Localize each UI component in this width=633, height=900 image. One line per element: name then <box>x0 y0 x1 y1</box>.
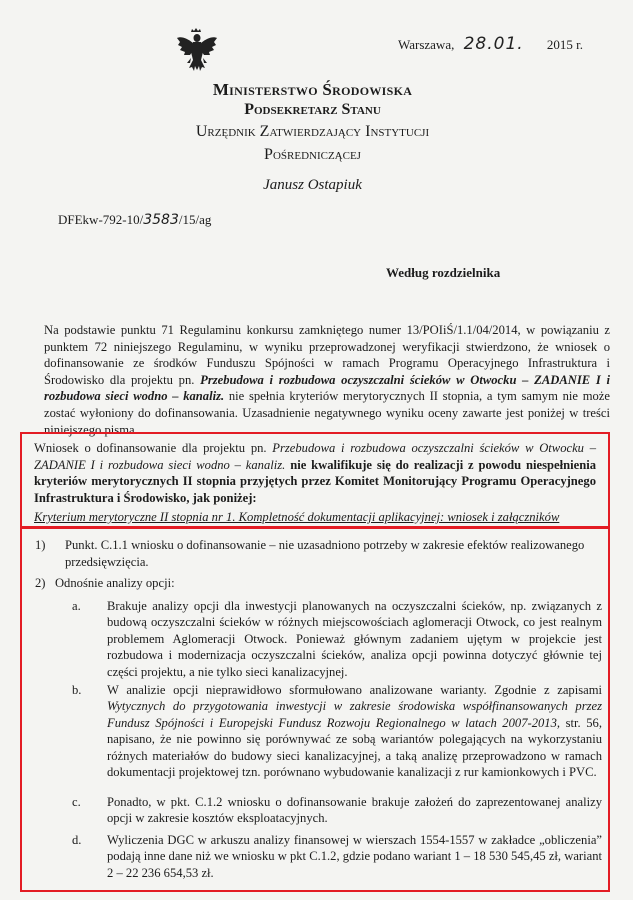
subpoint-d-text: Wyliczenia DGC w arkuszu analizy finansowej w wierszach 1554-1557 w zakładce „obliczenia” podają inne dane niż we wniosku w pkt C.1.2, gdzie podano wariant 1 – 18 530 545,45 zł, wariant 2 – 22 236 654,53 zł. <box>107 833 602 880</box>
role-line-1: Urzędnik Zatwierdzający Instytucji <box>195 123 430 140</box>
subpoint-c-text: Ponadto, w pkt. C.1.2 wniosku o dofinansowanie brakuje założeń do zaprezentowanej analizy opcji w zakresie kosztów eksploatacyjnych. <box>107 795 602 826</box>
subpoint-d <box>72 832 602 881</box>
point-1 <box>35 537 605 570</box>
subpoint-a <box>72 598 602 680</box>
intro-project-name: Przebudowa i rozbudowa oczyszczalni ścieków w Otwocku – ZADANIE I i rozbudowa sieci wodno – kanaliz. <box>44 372 610 404</box>
place-date <box>398 34 583 54</box>
point-2 <box>35 576 175 591</box>
subpoint-b <box>72 682 602 780</box>
decision-project-name: Przebudowa i rozbudowa oczyszczalni ścieków w Otwocku – ZADANIE I i rozbudowa sieci wodno – kanaliz. <box>34 441 596 472</box>
reference-number <box>58 212 211 228</box>
criterion-heading: Kryterium merytoryczne II stopnia nr 1. Kompletność dokumentacji aplikacyjnej: wniosek i załączników <box>34 510 560 524</box>
point-2-text: Odnośnie analizy opcji: <box>54 576 175 590</box>
decision-paragraph <box>34 440 596 506</box>
place-label: Warszawa, <box>398 37 455 52</box>
decision-text-before: Wniosek o dofinansowanie dla projektu pn. <box>34 441 267 455</box>
subpoint-b-text-after: str. 56, napisano, że nie powinno się porównywać ze sobą wariantów polegających na wykorzystaniu różnych materiałów do budowy sieci kanalizacyjnej, a taką analizę przeprowadzono w ramach dokumentacji projektowej tzn. porównano wybudowanie kanalizacji z rur kamionkowych i PVC. <box>107 715 602 780</box>
subpoint-b-italic: Wytycznych do przygotowania inwestycji w zakresie środowiska współfinansowanych przez Fundusz Spójności i Europejski Fundusz Rozwoju Regionalnego w latach 2007-2013, <box>107 699 602 730</box>
ref-prefix: DFEkw-792-10/ <box>58 212 144 227</box>
ref-suffix: /15/ag <box>178 212 212 227</box>
handwritten-date: 28.01. <box>463 34 524 54</box>
addressee: Według rozdzielnika <box>386 265 501 280</box>
eagle-emblem-icon <box>177 28 217 72</box>
subpoint-b-text-before: W analizie opcji nieprawidłowo sformułowano analizowane warianty. Zgodnie z zapisami <box>107 683 602 697</box>
point-1-number: 1) <box>35 538 46 552</box>
decision-bold-text: nie kwalifikuje się do realizacji z powodu niespełnienia kryteriów merytorycznych II stopnia przyjętych przez Komitet Monitorujący Programu Operacyjnego Infrastruktura i Środowisko, jak poniżej: <box>34 457 596 505</box>
position-title: Podsekretarz Stanu <box>244 101 381 118</box>
subpoint-a-text: Brakuje analizy opcji dla inwestycji planowanych na oczyszczalni ścieków, np. związanych z budową oczyszczalni ścieków w różnych miejscowościach aglomeracji Otwock, co jest realnym problemem Aglomeracji Otwock. Ponieważ głównym zadaniem ujętym w projekcie jest rozbudowa i modernizacja oczyszczalni ścieków, analiza opcji powinna dotyczyć głównie tej części projektu, a nie tylko sieci kanalizacyjnej. <box>107 599 602 679</box>
intro-text-before: Na podstawie punktu 71 Regulaminu konkursu zamkniętego numer 13/POIiŚ/1.1/04/2014, w powiązaniu z punktem 72 niniejszego Regulaminu, w wyniku przeprowadzonej weryfikacji stwierdzono, że wniosek o dofinansowanie ze środków Funduszu Spójności w ramach Programu Operacyjnego Infrastruktura i Środowisko dla projektu pn. <box>44 323 610 387</box>
intro-text-after: nie spełnia kryteriów merytorycznych II stopnia, a tym samym nie może zostać wyłoniony do dofinansowania. Uzasadnienie negatywnego wyniku oceny zawarte jest poniżej w treści niniejszego pisma. <box>44 389 610 437</box>
year-label: 2015 r. <box>546 37 584 52</box>
decision-box <box>20 432 610 528</box>
subpoint-b-text <box>107 682 602 780</box>
role-line-2: Pośredniczącej <box>264 146 361 163</box>
point-1-text: Punkt. C.1.1 wniosku o dofinansowanie – nie uzasadniono potrzeby w zakresie efektów realizowanego przedsięwzięcia. <box>65 538 585 569</box>
intro-paragraph <box>44 322 610 438</box>
ref-handwritten: 3583 <box>143 212 179 228</box>
subpoint-d-label: d. <box>72 833 82 847</box>
signatory-name: Janusz Ostapiuk <box>263 177 362 193</box>
subpoint-a-label: a. <box>72 599 81 613</box>
subpoint-b-label: b. <box>72 683 82 697</box>
subpoint-c <box>72 794 602 827</box>
ministry-name: Ministerstwo Środowiska <box>212 80 413 99</box>
point-2-number: 2) <box>35 576 46 590</box>
subpoint-c-label: c. <box>72 795 81 809</box>
